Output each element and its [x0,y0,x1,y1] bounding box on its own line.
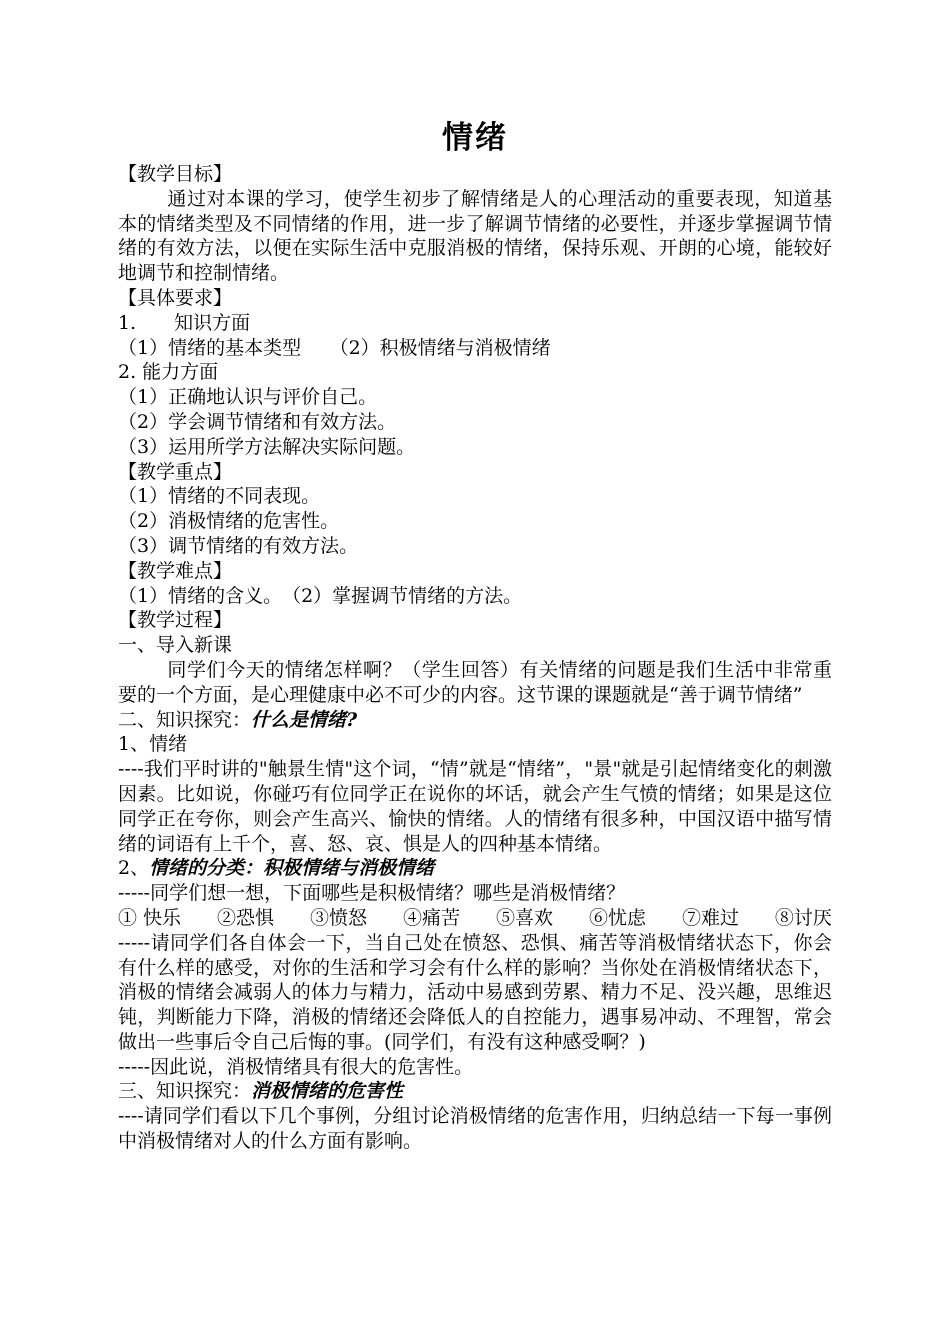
part1-text: 同学们今天的情绪怎样啊？（学生回答）有关情绪的问题是我们生活中非常重要的一个方面，是心理健康中必不可少的内容。这节课的课题就是“善于调节情绪” [118,658,832,706]
sub2-emphasis: 情绪的分类：积极情绪与消极情绪 [149,857,435,880]
key-points-heading: 【教学重点】 [118,460,233,483]
sub1-title: 1、情绪 [118,733,188,756]
emotion-option: ③愤怒 [310,906,368,929]
knowledge-items: （1）情绪的基本类型 （2）积极情绪与消极情绪 [118,336,551,359]
part3-emphasis: 消极情绪的危害性 [251,1080,404,1103]
emotion-option: ⑥忧虑 [588,906,646,929]
ability-item: （1）正确地认识与评价自己。 [118,386,378,409]
part2-prefix: 二、知识探究： [118,708,252,731]
part2-title [118,708,832,733]
objectives-text: 通过对本课的学习，使学生初步了解情绪是人的心理活动的重要表现，知道基本的情绪类型及不同情绪的作用，进一步了解调节情绪的必要性，并逐步掌握调节情绪的有效方法，以便在实际生活中克服消极的情绪，保持乐观、开朗的心境，能较好地调节和控制情绪。 [118,187,832,285]
emotion-option: ⑧讨厌 [774,906,832,929]
difficulties-heading: 【教学难点】 [118,559,233,582]
ability-item: （3）运用所学方法解决实际问题。 [118,435,416,458]
emotion-option: ⑦难过 [681,906,739,929]
sub2-title [118,856,832,881]
emotion-option: ②恐惧 [217,906,275,929]
sub2-text: -----请同学们各自体会一下，当自己处在愤怒、恐惧、痛苦等消极情绪状态下，你会有什么样的感受，对你的生活和学习会有什么样的影响？当你处在消极情绪状态下，消极的情绪会减弱人的体力与精力，活动中易感到劳累、精力不足、没兴趣，思维迟钝，判断能力下降，消极的情绪还会降低人的自控能力，遇事易冲动、不理智，常会做出一些事后令自己后悔的事。(同学们，有没有这种感受啊？) [118,931,832,1053]
emotion-options [118,906,832,931]
emotion-option: ⑤喜欢 [495,906,553,929]
process-heading: 【教学过程】 [118,609,233,632]
sub2-conclusion: -----因此说，消极情绪具有很大的危害性。 [118,1055,474,1078]
part3-text: ----请同学们看以下几个事例，分组讨论消极情绪的危害作用，归纳总结一下每一事例中消极情绪对人的什么方面有影响。 [118,1105,832,1153]
emotion-option: ① 快乐 [118,906,182,929]
sub2-question: -----同学们想一想，下面哪些是积极情绪？哪些是消极情绪？ [118,882,626,905]
key-point-item: （3）调节情绪的有效方法。 [118,534,359,557]
document-title: 情绪 [442,120,508,156]
ability-item: （2）学会调节情绪和有效方法。 [118,410,397,433]
key-point-item: （2）消极情绪的危害性。 [118,510,340,533]
part3-prefix: 三、知识探究： [118,1080,252,1103]
part3-title [118,1079,832,1104]
objectives-heading: 【教学目标】 [118,163,233,185]
difficulties-items: （1）情绪的含义。 （2）掌握调节情绪的方法。 [118,584,523,607]
part2-emphasis: 什么是情绪? [251,708,358,731]
sub1-text: ----我们平时讲的"触景生情"这个词，“情”就是“情绪”，"景"就是引起情绪变化的刺激因素。比如说，你碰巧有位同学正在说你的坏话，就会产生气愤的情绪；如果是这位同学正在夸你，则会产生高兴、愉快的情绪。人的情绪有很多种，中国汉语中描写情绪的词语有上千个，喜、怒、哀、惧是人的四种基本情绪。 [118,758,832,855]
requirements-heading: 【具体要求】 [118,286,233,309]
ability-title: 2. 能力方面 [118,361,219,384]
emotion-option: ④痛苦 [402,906,460,929]
sub2-prefix: 2、 [118,857,150,880]
knowledge-title: 1. 知识方面 [118,311,251,334]
part1-title: 一、导入新课 [118,634,233,657]
key-point-item: （1）情绪的不同表现。 [118,485,321,508]
